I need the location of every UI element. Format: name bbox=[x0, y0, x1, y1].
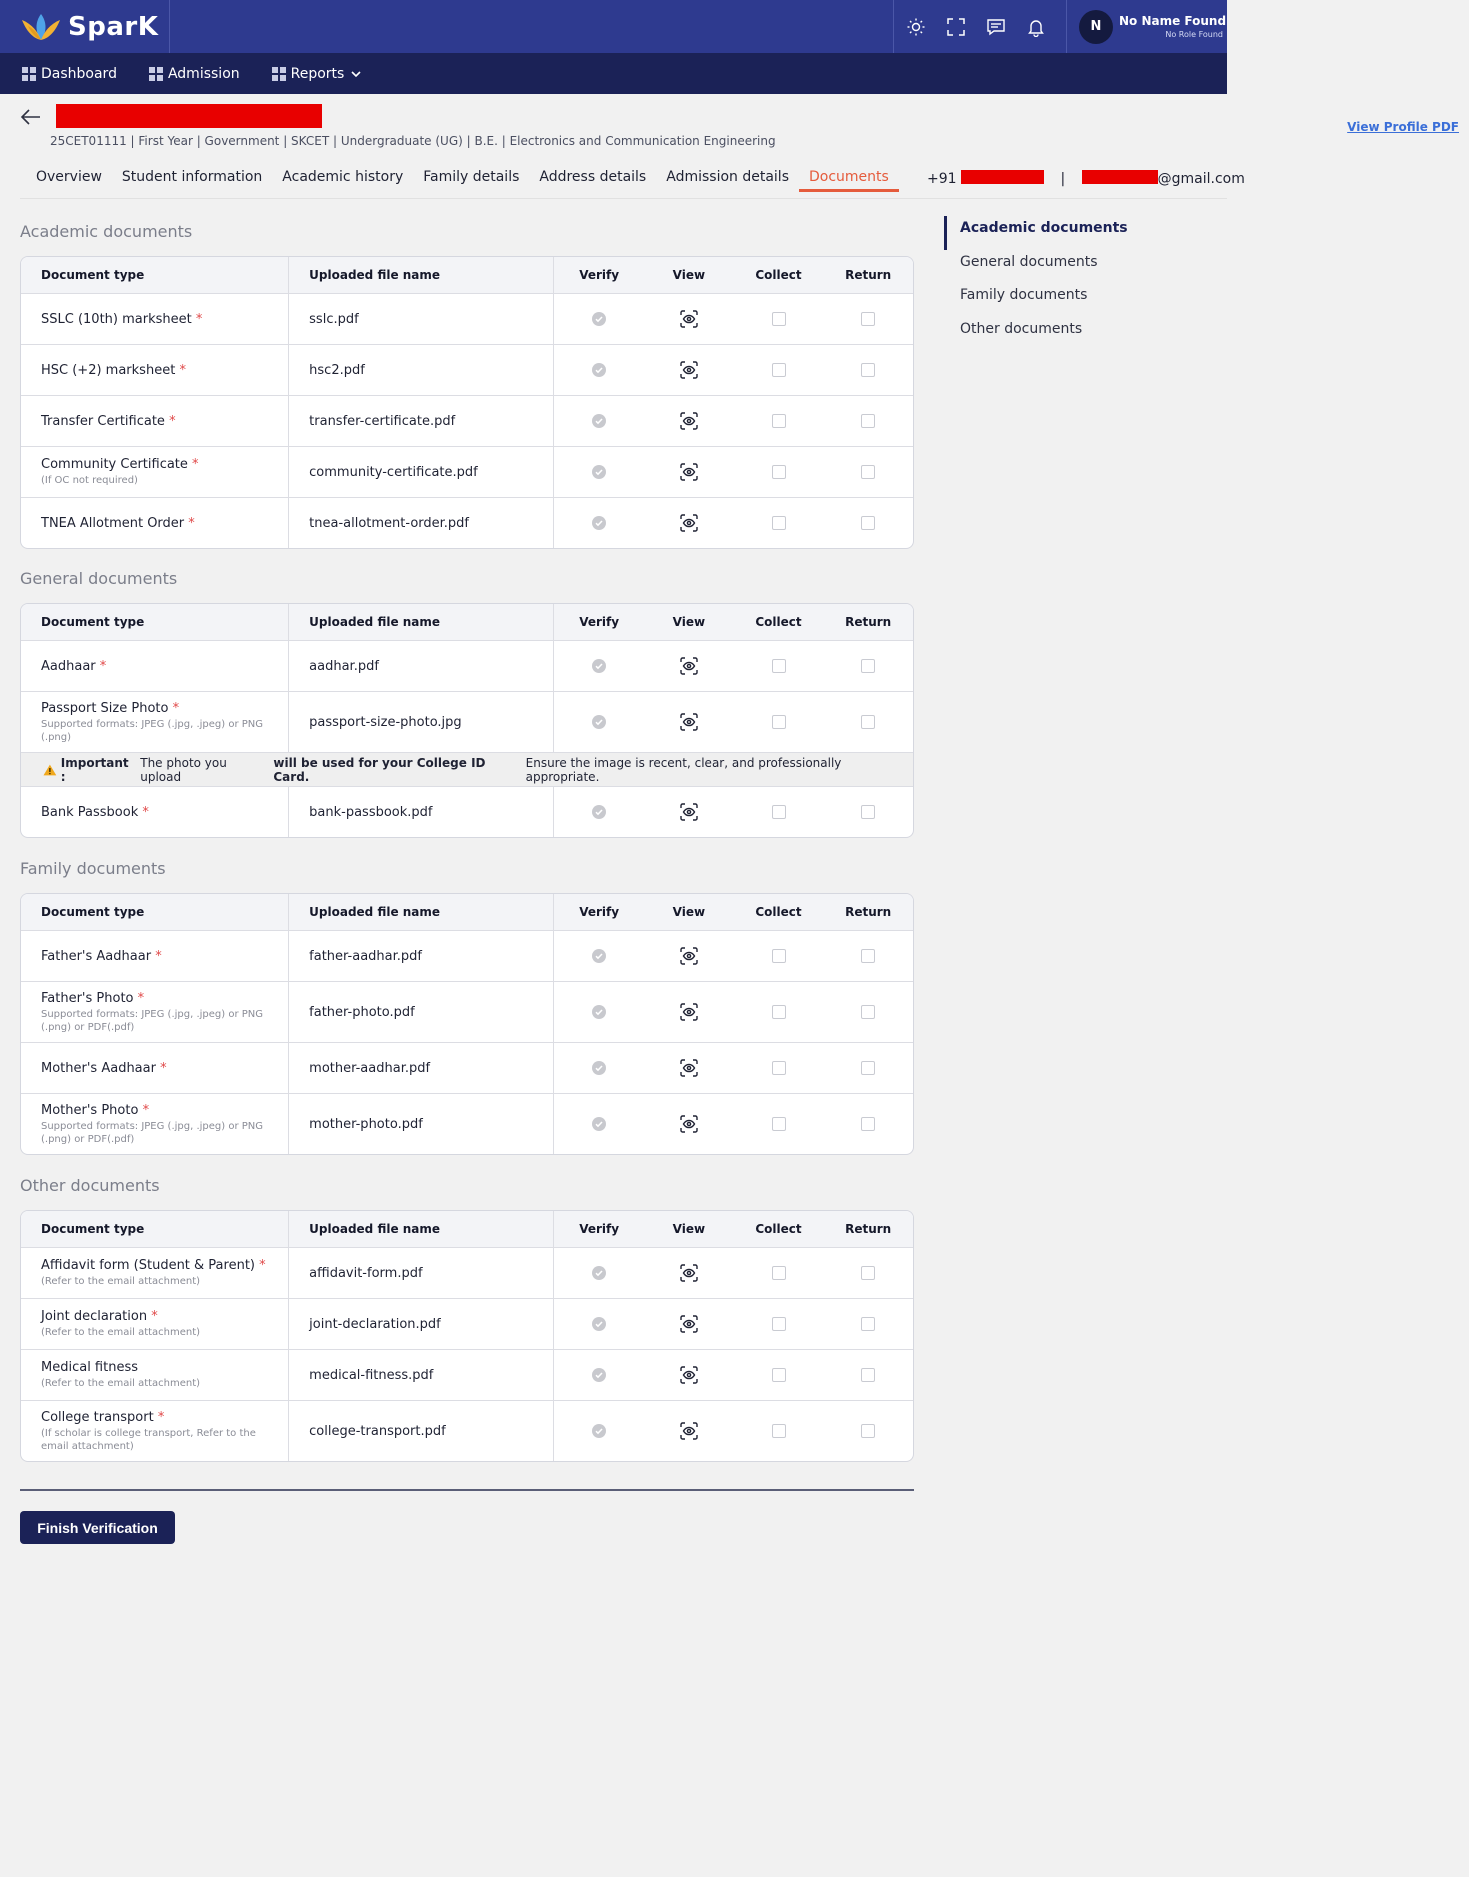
section-title-family: Family documents bbox=[20, 859, 166, 878]
email-suffix: @gmail.com bbox=[1157, 171, 1245, 187]
collect-checkbox[interactable] bbox=[772, 1117, 786, 1131]
file-name: transfer-certificate.pdf bbox=[289, 396, 554, 446]
file-name: father-aadhar.pdf bbox=[289, 931, 554, 981]
col-collect: Collect bbox=[755, 615, 802, 629]
collect-checkbox[interactable] bbox=[772, 949, 786, 963]
nav-label: Admission bbox=[167, 65, 240, 82]
col-view: View bbox=[672, 268, 706, 282]
required-marker: * bbox=[142, 804, 149, 820]
col-view: View bbox=[672, 905, 706, 919]
email-redacted bbox=[1082, 170, 1158, 184]
file-name: medical-fitness.pdf bbox=[289, 1350, 554, 1400]
document-name: Father's Aadhaar bbox=[41, 948, 152, 964]
table-header bbox=[21, 257, 913, 293]
verify-check-icon[interactable] bbox=[554, 1299, 644, 1349]
phone-prefix: +91 bbox=[927, 171, 957, 187]
collect-checkbox[interactable] bbox=[772, 1061, 786, 1075]
notice-label: Important : bbox=[60, 755, 129, 784]
col-file-name: Uploaded file name bbox=[289, 1211, 554, 1247]
file-name: mother-aadhar.pdf bbox=[289, 1043, 554, 1093]
required-marker: * bbox=[155, 948, 162, 964]
tab-address-details[interactable]: Address details bbox=[539, 169, 647, 185]
col-return: Return bbox=[845, 615, 892, 629]
document-name: Aadhaar bbox=[41, 658, 96, 674]
contact-separator: | bbox=[1060, 171, 1066, 187]
table-header bbox=[21, 894, 913, 930]
verify-check-icon[interactable] bbox=[554, 345, 644, 395]
table-row bbox=[21, 1298, 913, 1349]
document-name: Passport Size Photo bbox=[41, 700, 169, 716]
verify-check-icon[interactable] bbox=[554, 1248, 644, 1298]
document-type-cell bbox=[21, 931, 289, 981]
document-name: Transfer Certificate bbox=[41, 413, 165, 429]
file-name: sslc.pdf bbox=[289, 294, 554, 344]
document-type-cell bbox=[21, 641, 289, 691]
return-checkbox[interactable] bbox=[861, 805, 875, 819]
collect-checkbox[interactable] bbox=[772, 1424, 786, 1438]
col-view: View bbox=[672, 1222, 706, 1236]
collect-checkbox[interactable] bbox=[772, 414, 786, 428]
file-name: tnea-allotment-order.pdf bbox=[289, 498, 554, 548]
student-name-redacted bbox=[56, 104, 322, 128]
return-checkbox[interactable] bbox=[861, 465, 875, 479]
return-checkbox[interactable] bbox=[861, 414, 875, 428]
back-arrow-icon[interactable] bbox=[20, 107, 42, 127]
file-name: mother-photo.pdf bbox=[289, 1094, 554, 1154]
required-marker: * bbox=[151, 1309, 158, 1324]
file-name: affidavit-form.pdf bbox=[289, 1248, 554, 1298]
document-name: TNEA Allotment Order bbox=[41, 515, 185, 531]
return-checkbox[interactable] bbox=[861, 715, 875, 729]
table-row bbox=[21, 395, 913, 446]
table-header bbox=[21, 1211, 913, 1247]
collect-checkbox[interactable] bbox=[772, 1368, 786, 1382]
tab-family-details[interactable]: Family details bbox=[423, 169, 520, 185]
return-checkbox[interactable] bbox=[861, 659, 875, 673]
col-verify: Verify bbox=[579, 1222, 620, 1236]
collect-checkbox[interactable] bbox=[772, 1005, 786, 1019]
notice-text-2: Ensure the image is recent, clear, and professionally appropriate. bbox=[525, 755, 842, 784]
document-name: Bank Passbook bbox=[41, 804, 139, 820]
grid-icon bbox=[22, 67, 36, 81]
table-row bbox=[21, 446, 913, 497]
verify-check-icon[interactable] bbox=[554, 692, 644, 752]
collect-checkbox[interactable] bbox=[772, 1317, 786, 1331]
col-document-type: Document type bbox=[21, 257, 289, 293]
file-name: hsc2.pdf bbox=[289, 345, 554, 395]
return-checkbox[interactable] bbox=[861, 363, 875, 377]
document-name: College transport bbox=[41, 1409, 154, 1425]
side-nav-academic[interactable]: Academic documents bbox=[944, 216, 1128, 250]
verify-check-icon[interactable] bbox=[554, 396, 644, 446]
collect-checkbox[interactable] bbox=[772, 715, 786, 729]
view-document-icon[interactable] bbox=[644, 447, 734, 497]
table-row bbox=[21, 786, 913, 837]
table-row bbox=[21, 1042, 913, 1093]
table-row bbox=[21, 344, 913, 395]
section-title-other: Other documents bbox=[20, 1176, 160, 1195]
table-row bbox=[21, 1093, 913, 1154]
col-view: View bbox=[672, 615, 706, 629]
footer-divider bbox=[20, 1489, 914, 1491]
brand-name: SparK bbox=[68, 11, 159, 42]
table-header bbox=[21, 604, 913, 640]
col-verify: Verify bbox=[579, 615, 620, 629]
document-type-cell bbox=[21, 1043, 289, 1093]
document-name: Father's Photo bbox=[41, 990, 134, 1006]
table-row bbox=[21, 930, 913, 981]
document-type-cell bbox=[21, 447, 289, 497]
return-checkbox[interactable] bbox=[861, 1061, 875, 1075]
view-document-icon[interactable] bbox=[644, 1350, 734, 1400]
view-document-icon[interactable] bbox=[644, 498, 734, 548]
document-hint: Supported formats: JPEG (.jpg, .jpeg) or PNG (.png) or PDF(.pdf) bbox=[41, 1120, 264, 1145]
document-section-nav bbox=[944, 216, 1128, 350]
view-document-icon[interactable] bbox=[644, 1401, 734, 1461]
user-role: No Role Found bbox=[1165, 30, 1223, 39]
academic-documents-table bbox=[20, 256, 914, 549]
col-return: Return bbox=[845, 1222, 892, 1236]
col-file-name: Uploaded file name bbox=[289, 257, 554, 293]
main-nav bbox=[0, 53, 1227, 94]
required-marker: * bbox=[169, 413, 176, 429]
top-header bbox=[0, 0, 1227, 53]
required-marker: * bbox=[172, 700, 180, 716]
theme-sun-icon[interactable] bbox=[904, 15, 928, 39]
notice-bold: will be used for your College ID Card. bbox=[273, 755, 486, 784]
verify-check-icon[interactable] bbox=[554, 1350, 644, 1400]
verify-check-icon[interactable] bbox=[554, 787, 644, 837]
col-return: Return bbox=[845, 905, 892, 919]
document-hint: (Refer to the email attachment) bbox=[41, 1327, 201, 1338]
document-type-cell bbox=[21, 294, 289, 344]
table-row bbox=[21, 981, 913, 1042]
required-marker: * bbox=[160, 1060, 167, 1076]
grid-icon bbox=[272, 67, 286, 81]
tab-overview[interactable]: Overview bbox=[36, 169, 102, 185]
tab-admission-details[interactable]: Admission details bbox=[666, 169, 789, 185]
file-name: joint-declaration.pdf bbox=[289, 1299, 554, 1349]
section-title-general: General documents bbox=[20, 569, 178, 588]
side-nav-other[interactable]: Other documents bbox=[960, 320, 1083, 337]
document-type-cell bbox=[21, 982, 289, 1042]
collect-checkbox[interactable] bbox=[772, 659, 786, 673]
document-hint: Supported formats: JPEG (.jpg, .jpeg) or PNG (.png) or PDF(.pdf) bbox=[41, 1008, 264, 1033]
document-name: HSC (+2) marksheet bbox=[41, 362, 176, 378]
required-marker: * bbox=[195, 311, 203, 327]
document-hint: (If OC not required) bbox=[41, 475, 138, 486]
view-document-icon[interactable] bbox=[644, 1094, 734, 1154]
return-checkbox[interactable] bbox=[861, 516, 875, 530]
view-document-icon[interactable] bbox=[644, 1299, 734, 1349]
verify-check-icon[interactable] bbox=[554, 1043, 644, 1093]
verify-check-icon[interactable] bbox=[554, 447, 644, 497]
view-document-icon[interactable] bbox=[644, 345, 734, 395]
document-name: Medical fitness bbox=[41, 1360, 139, 1375]
document-name: SSLC (10th) marksheet bbox=[41, 311, 192, 327]
other-documents-table bbox=[20, 1210, 914, 1462]
phone-redacted bbox=[961, 170, 1044, 184]
lotus-logo-icon bbox=[18, 10, 64, 44]
verify-check-icon[interactable] bbox=[554, 641, 644, 691]
required-marker: * bbox=[142, 1102, 150, 1118]
nav-admission[interactable] bbox=[149, 66, 240, 82]
required-marker: * bbox=[259, 1258, 266, 1273]
col-collect: Collect bbox=[755, 1222, 802, 1236]
verify-check-icon[interactable] bbox=[554, 498, 644, 548]
document-hint: Supported formats: JPEG (.jpg, .jpeg) or PNG (.png) bbox=[41, 718, 264, 743]
nav-dashboard[interactable] bbox=[22, 66, 117, 82]
verify-check-icon[interactable] bbox=[554, 1094, 644, 1154]
notice-text: The photo you upload bbox=[140, 755, 227, 784]
view-profile-pdf-link[interactable]: View Profile PDF bbox=[1347, 120, 1459, 134]
document-name: Affidavit form (Student & Parent) bbox=[41, 1258, 255, 1273]
document-hint: (If scholar is college transport, Refer to the email attachment) bbox=[41, 1427, 256, 1452]
view-document-icon[interactable] bbox=[644, 1248, 734, 1298]
document-type-cell bbox=[21, 396, 289, 446]
verify-check-icon[interactable] bbox=[554, 1401, 644, 1461]
table-row bbox=[21, 640, 913, 691]
collect-checkbox[interactable] bbox=[772, 363, 786, 377]
required-marker: * bbox=[192, 457, 199, 472]
document-hint: (Refer to the email attachment) bbox=[41, 1276, 201, 1287]
view-document-icon[interactable] bbox=[644, 692, 734, 752]
contact-info bbox=[927, 170, 1245, 187]
document-type-cell bbox=[21, 498, 289, 548]
return-checkbox[interactable] bbox=[861, 312, 875, 326]
document-name: Community Certificate bbox=[41, 457, 188, 472]
brand-logo[interactable] bbox=[0, 0, 170, 53]
profile-tabs bbox=[26, 166, 899, 192]
col-return: Return bbox=[845, 268, 892, 282]
student-meta: 25CET01111 | First Year | Government | SKCET | Undergraduate (UG) | B.E. | Electronics and Communication Engineering bbox=[50, 134, 776, 148]
document-type-cell bbox=[21, 1350, 289, 1400]
tab-academic-history[interactable]: Academic history bbox=[282, 169, 404, 185]
nav-reports[interactable] bbox=[272, 66, 368, 82]
collect-checkbox[interactable] bbox=[772, 465, 786, 479]
tab-documents[interactable]: Documents bbox=[799, 166, 899, 192]
file-name: father-photo.pdf bbox=[289, 982, 554, 1042]
finish-verification-button[interactable]: Finish Verification bbox=[20, 1511, 175, 1544]
table-row bbox=[21, 1247, 913, 1298]
col-collect: Collect bbox=[755, 905, 802, 919]
view-document-icon[interactable] bbox=[644, 396, 734, 446]
document-type-cell bbox=[21, 1094, 289, 1154]
document-hint: (Refer to the email attachment) bbox=[41, 1378, 201, 1389]
nav-label: Reports bbox=[290, 65, 345, 82]
document-name: Mother's Aadhaar bbox=[41, 1060, 156, 1076]
required-marker: * bbox=[137, 990, 145, 1006]
required-marker: * bbox=[99, 658, 107, 674]
family-documents-table bbox=[20, 893, 914, 1155]
chat-icon[interactable] bbox=[984, 15, 1008, 39]
file-name: bank-passbook.pdf bbox=[289, 787, 554, 837]
required-marker: * bbox=[188, 515, 195, 531]
return-checkbox[interactable] bbox=[861, 1317, 875, 1331]
return-checkbox[interactable] bbox=[861, 1005, 875, 1019]
collect-checkbox[interactable] bbox=[772, 1266, 786, 1280]
side-nav-family[interactable]: Family documents bbox=[960, 287, 1088, 303]
view-document-icon[interactable] bbox=[644, 931, 734, 981]
required-marker: * bbox=[179, 362, 186, 378]
file-name: community-certificate.pdf bbox=[289, 447, 554, 497]
verify-check-icon[interactable] bbox=[554, 931, 644, 981]
avatar: N bbox=[1079, 10, 1113, 44]
verify-check-icon[interactable] bbox=[554, 294, 644, 344]
warning-icon bbox=[43, 764, 57, 776]
return-checkbox[interactable] bbox=[861, 1117, 875, 1131]
view-document-icon[interactable] bbox=[644, 1043, 734, 1093]
collect-checkbox[interactable] bbox=[772, 312, 786, 326]
return-checkbox[interactable] bbox=[861, 1424, 875, 1438]
col-file-name: Uploaded file name bbox=[289, 604, 554, 640]
return-checkbox[interactable] bbox=[861, 949, 875, 963]
view-document-icon[interactable] bbox=[644, 982, 734, 1042]
general-documents-table bbox=[20, 603, 914, 838]
view-document-icon[interactable] bbox=[644, 787, 734, 837]
view-document-icon[interactable] bbox=[644, 641, 734, 691]
view-document-icon[interactable] bbox=[644, 294, 734, 344]
return-checkbox[interactable] bbox=[861, 1368, 875, 1382]
col-document-type: Document type bbox=[21, 604, 289, 640]
col-file-name: Uploaded file name bbox=[289, 894, 554, 930]
header-actions bbox=[893, 0, 1067, 53]
col-verify: Verify bbox=[579, 905, 620, 919]
table-row bbox=[21, 1400, 913, 1461]
photo-notice bbox=[21, 752, 913, 786]
chevron-down-icon bbox=[350, 68, 362, 80]
document-name: Joint declaration bbox=[41, 1309, 148, 1324]
tab-student-information[interactable]: Student information bbox=[121, 169, 263, 185]
document-type-cell bbox=[21, 1401, 289, 1461]
nav-label: Dashboard bbox=[41, 65, 117, 82]
table-row bbox=[21, 1349, 913, 1400]
grid-icon bbox=[149, 67, 163, 81]
fullscreen-icon[interactable] bbox=[944, 15, 968, 39]
table-row bbox=[21, 497, 913, 548]
col-document-type: Document type bbox=[21, 894, 289, 930]
user-name: No Name Found bbox=[1119, 14, 1227, 28]
col-collect: Collect bbox=[755, 268, 802, 282]
file-name: aadhar.pdf bbox=[289, 641, 554, 691]
collect-checkbox[interactable] bbox=[772, 805, 786, 819]
bell-icon[interactable] bbox=[1024, 15, 1048, 39]
user-menu[interactable] bbox=[1067, 0, 1227, 53]
document-name: Mother's Photo bbox=[41, 1102, 139, 1118]
side-nav-general[interactable]: General documents bbox=[960, 253, 1098, 270]
tab-divider bbox=[20, 198, 1227, 199]
required-marker: * bbox=[157, 1409, 165, 1425]
file-name: college-transport.pdf bbox=[289, 1401, 554, 1461]
document-type-cell bbox=[21, 345, 289, 395]
col-document-type: Document type bbox=[21, 1211, 289, 1247]
collect-checkbox[interactable] bbox=[772, 516, 786, 530]
file-name: passport-size-photo.jpg bbox=[289, 692, 554, 752]
document-type-cell bbox=[21, 1248, 289, 1298]
table-row bbox=[21, 293, 913, 344]
col-verify: Verify bbox=[579, 268, 620, 282]
document-type-cell bbox=[21, 692, 289, 752]
table-row bbox=[21, 691, 913, 752]
return-checkbox[interactable] bbox=[861, 1266, 875, 1280]
verify-check-icon[interactable] bbox=[554, 982, 644, 1042]
document-type-cell bbox=[21, 787, 289, 837]
document-type-cell bbox=[21, 1299, 289, 1349]
section-title-academic: Academic documents bbox=[20, 222, 193, 241]
